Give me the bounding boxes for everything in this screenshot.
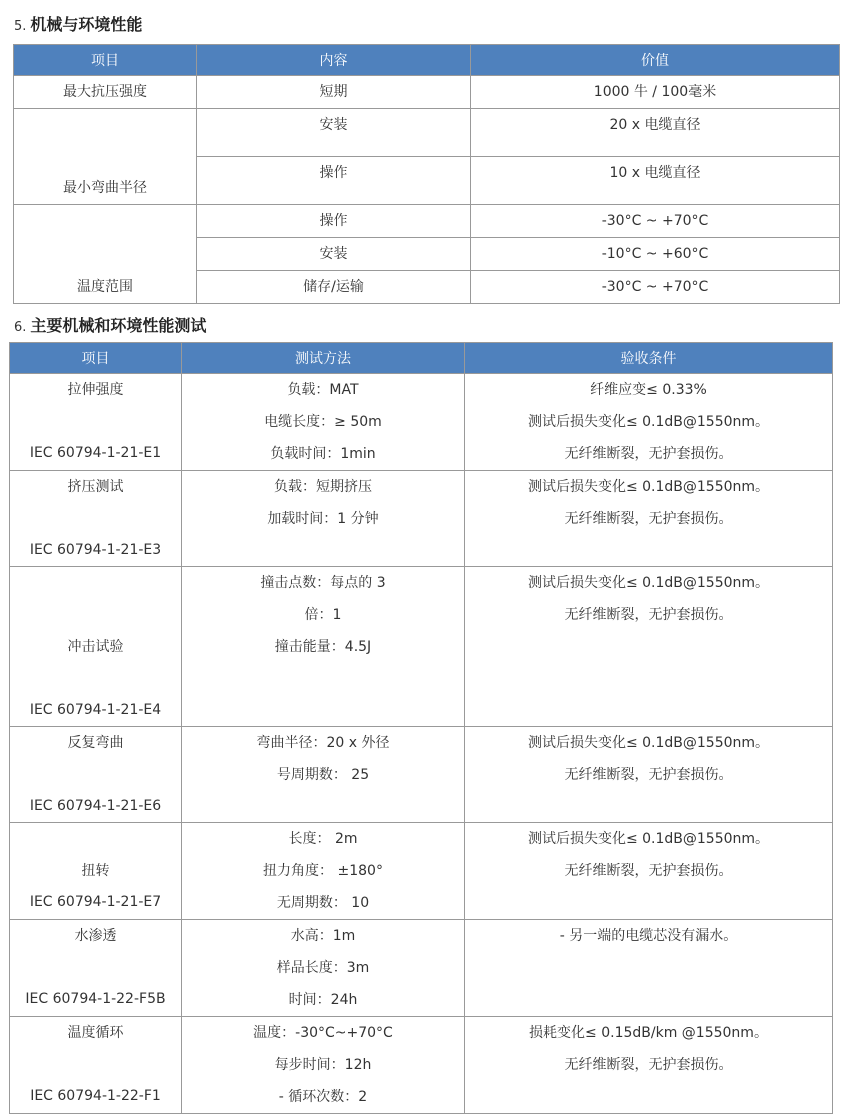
header-content: 内容 bbox=[197, 45, 471, 76]
test-method-cell bbox=[182, 920, 465, 1017]
table-row bbox=[10, 823, 833, 920]
test-criteria-cell bbox=[465, 920, 833, 1017]
section-6-number: 6. bbox=[14, 320, 27, 335]
method-line: 负载时间：1min bbox=[270, 446, 376, 462]
test-criteria-cell bbox=[465, 727, 833, 823]
value-cell bbox=[471, 205, 840, 238]
test-name: 拉伸强度 bbox=[67, 382, 124, 398]
test-standard: IEC 60794-1-21-E3 bbox=[29, 542, 162, 558]
content-label: 短期 bbox=[319, 84, 348, 100]
content-label: 操作 bbox=[319, 165, 348, 181]
test-item-cell bbox=[10, 374, 182, 471]
test-item-cell bbox=[10, 727, 182, 823]
criteria-line: 无纤维断裂，无护套损伤。 bbox=[564, 863, 733, 879]
table-row bbox=[14, 109, 840, 157]
table-row bbox=[10, 727, 833, 823]
table-row bbox=[10, 1017, 833, 1114]
item-cell bbox=[14, 109, 197, 205]
table-row bbox=[10, 471, 833, 567]
value-cell bbox=[471, 238, 840, 271]
content-label: 安装 bbox=[319, 246, 348, 262]
table-row bbox=[10, 567, 833, 727]
criteria-line: 无纤维断裂，无护套损伤。 bbox=[564, 607, 733, 623]
test-criteria-cell bbox=[465, 567, 833, 727]
value-cell bbox=[471, 271, 840, 304]
item-label: 温度范围 bbox=[77, 279, 133, 295]
test-standard: IEC 60794-1-21-E7 bbox=[29, 894, 162, 910]
method-line: 每步时间：12h bbox=[274, 1057, 372, 1073]
content-label: 储存/运输 bbox=[303, 279, 364, 295]
criteria-line: 无纤维断裂，无护套损伤。 bbox=[564, 511, 733, 527]
test-criteria-cell bbox=[465, 1017, 833, 1114]
mechanical-environmental-table bbox=[13, 44, 840, 304]
criteria-line: 测试后损失变化≤ 0.1dB@1550nm。 bbox=[527, 575, 770, 591]
method-line: 撞击点数：每点的 3 bbox=[260, 575, 386, 591]
criteria-line: 测试后损失变化≤ 0.1dB@1550nm。 bbox=[527, 479, 770, 495]
header-method: 测试方法 bbox=[182, 343, 465, 374]
item-cell bbox=[14, 205, 197, 304]
criteria-line: 测试后损失变化≤ 0.1dB@1550nm。 bbox=[527, 831, 770, 847]
table-row bbox=[10, 374, 833, 471]
method-line: 扭力角度： ±180° bbox=[263, 863, 383, 879]
value-label: -10°C ~ +60°C bbox=[601, 246, 709, 262]
test-method-cell bbox=[182, 1017, 465, 1114]
value-label: 20 x 电缆直径 bbox=[609, 117, 701, 133]
test-name: 挤压测试 bbox=[67, 479, 124, 495]
test-standard: IEC 60794-1-21-E4 bbox=[29, 702, 162, 718]
test-method-cell bbox=[182, 567, 465, 727]
test-item-cell bbox=[10, 1017, 182, 1114]
content-cell bbox=[197, 205, 471, 238]
test-name: 水渗透 bbox=[74, 928, 117, 944]
item-cell bbox=[14, 76, 197, 109]
content-cell bbox=[197, 157, 471, 205]
criteria-line: 损耗变化≤ 0.15dB/km @1550nm。 bbox=[529, 1025, 768, 1041]
method-line: 水高：1m bbox=[290, 928, 356, 944]
test-item-cell bbox=[10, 823, 182, 920]
table-row bbox=[10, 920, 833, 1017]
test-name: 扭转 bbox=[81, 863, 110, 879]
method-line: 号周期数： 25 bbox=[276, 767, 370, 783]
test-item-cell bbox=[10, 567, 182, 727]
criteria-line: 测试后损失变化≤ 0.1dB@1550nm。 bbox=[527, 735, 770, 751]
section-5-heading bbox=[14, 12, 142, 35]
content-label: 安装 bbox=[319, 117, 348, 133]
content-cell bbox=[197, 76, 471, 109]
test-item-cell bbox=[10, 471, 182, 567]
header-criteria: 验收条件 bbox=[465, 343, 833, 374]
test-criteria-cell bbox=[465, 374, 833, 471]
test-name: 反复弯曲 bbox=[67, 735, 124, 751]
method-line: 样品长度：3m bbox=[276, 960, 370, 976]
header-item: 项目 bbox=[14, 45, 197, 76]
value-label: 10 x 电缆直径 bbox=[609, 165, 701, 181]
method-line: 负载：短期挤压 bbox=[274, 479, 372, 495]
table-header-row bbox=[10, 343, 833, 374]
method-line: 温度：-30°C~+70°C bbox=[253, 1025, 393, 1041]
test-method-cell bbox=[182, 374, 465, 471]
item-label: 最小弯曲半径 bbox=[63, 180, 147, 196]
test-method-cell bbox=[182, 727, 465, 823]
content-label: 操作 bbox=[319, 213, 348, 229]
item-label: 最大抗压强度 bbox=[63, 84, 147, 100]
section-6-title: 主要机械和环境性能测试 bbox=[30, 316, 207, 335]
test-method-cell bbox=[182, 823, 465, 920]
criteria-line: 无纤维断裂，无护套损伤。 bbox=[564, 446, 733, 462]
test-criteria-cell bbox=[465, 471, 833, 567]
content-cell bbox=[197, 238, 471, 271]
criteria-line: 无纤维断裂，无护套损伤。 bbox=[564, 767, 733, 783]
header-value: 价值 bbox=[471, 45, 840, 76]
table-row bbox=[14, 205, 840, 238]
section-6-heading bbox=[14, 313, 206, 336]
test-standard: IEC 60794-1-22-F1 bbox=[30, 1088, 161, 1104]
method-line: 撞击能量：4.5J bbox=[274, 639, 372, 655]
value-cell bbox=[471, 157, 840, 205]
method-line: 电缆长度：≥ 50m bbox=[264, 414, 382, 430]
method-line: 负载：MAT bbox=[287, 382, 359, 398]
test-item-cell bbox=[10, 920, 182, 1017]
content-cell bbox=[197, 271, 471, 304]
method-line: 加载时间：1 分钟 bbox=[267, 511, 379, 527]
method-line: 弯曲半径：20 x 外径 bbox=[256, 735, 390, 751]
table-row bbox=[14, 76, 840, 109]
test-standard: IEC 60794-1-22-F5B bbox=[25, 991, 166, 1007]
method-line: 长度： 2m bbox=[288, 831, 358, 847]
test-name: 温度循环 bbox=[67, 1025, 124, 1041]
section-5-title: 机械与环境性能 bbox=[30, 15, 143, 34]
criteria-line: - 另一端的电缆芯没有漏水。 bbox=[559, 928, 738, 944]
value-cell bbox=[471, 109, 840, 157]
criteria-line: 纤维应变≤ 0.33% bbox=[590, 382, 707, 398]
test-name: 冲击试验 bbox=[67, 639, 124, 655]
table-header-row bbox=[14, 45, 840, 76]
value-label: -30°C ~ +70°C bbox=[601, 213, 709, 229]
header-item: 项目 bbox=[10, 343, 182, 374]
value-cell bbox=[471, 76, 840, 109]
method-line: 无周期数： 10 bbox=[276, 895, 370, 911]
value-label: -30°C ~ +70°C bbox=[601, 279, 709, 295]
test-standard: IEC 60794-1-21-E1 bbox=[29, 445, 162, 461]
value-label: 1000 牛 / 100毫米 bbox=[593, 84, 717, 100]
test-criteria-cell bbox=[465, 823, 833, 920]
content-cell bbox=[197, 109, 471, 157]
tests-table bbox=[9, 342, 833, 1114]
method-line: 倍：1 bbox=[304, 607, 342, 623]
test-method-cell bbox=[182, 471, 465, 567]
method-line: - 循环次数：2 bbox=[278, 1089, 368, 1105]
criteria-line: 无纤维断裂，无护套损伤。 bbox=[564, 1057, 733, 1073]
method-line: 时间：24h bbox=[288, 992, 358, 1008]
test-standard: IEC 60794-1-21-E6 bbox=[29, 798, 162, 814]
criteria-line: 测试后损失变化≤ 0.1dB@1550nm。 bbox=[527, 414, 770, 430]
section-5-number: 5. bbox=[14, 19, 27, 34]
